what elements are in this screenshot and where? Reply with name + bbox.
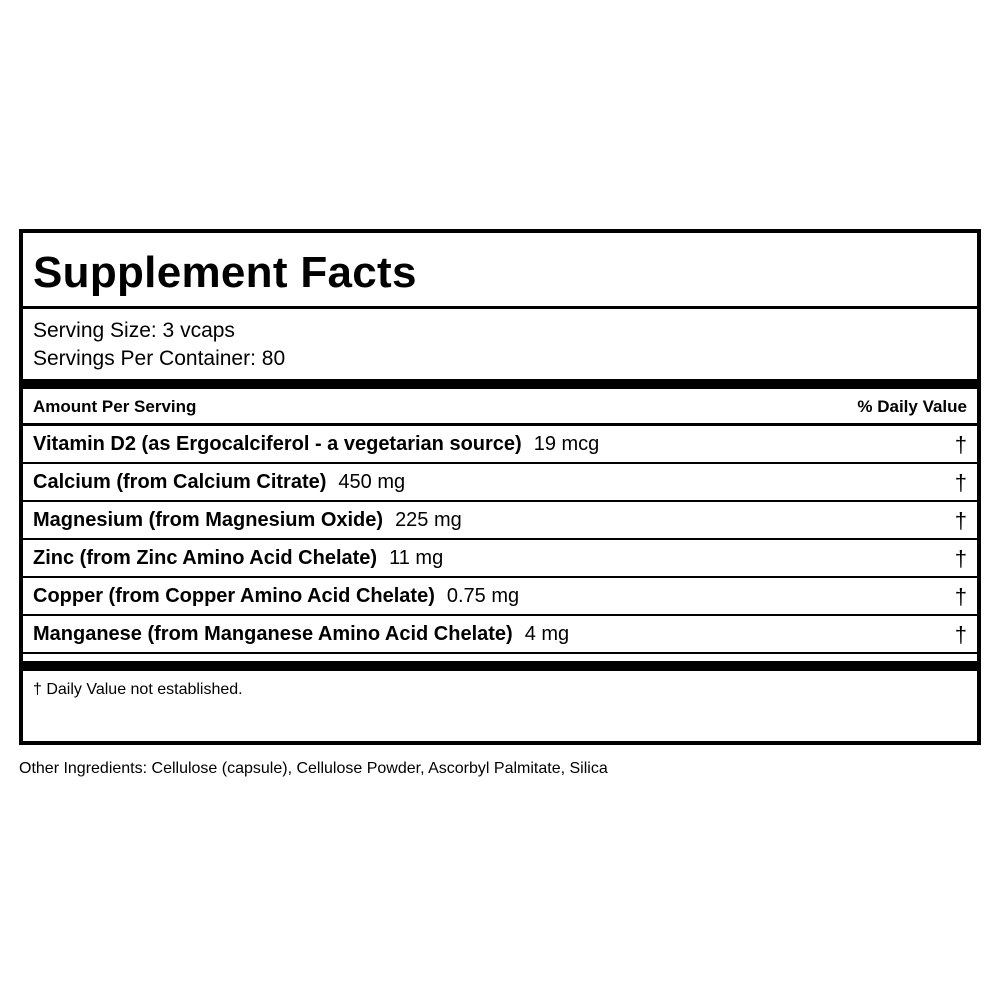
nutrient-row (23, 616, 977, 652)
dagger-symbol: † (954, 470, 967, 495)
table-header (33, 394, 967, 420)
thick-divider (23, 661, 977, 671)
nutrient-name: Magnesium (from Magnesium Oxide) (33, 509, 384, 531)
dagger-symbol: † (954, 622, 967, 647)
other-ingredients: Other Ingredients: Cellulose (capsule), Cellulose Powder, Ascorbyl Palmitate, Silica (19, 760, 608, 777)
thick-divider (23, 379, 977, 389)
divider (23, 306, 977, 309)
nutrient-amount: 0.75 mg (446, 585, 520, 607)
nutrient-amount: 19 mcg (533, 433, 600, 455)
nutrient-amount: 450 mg (338, 471, 406, 493)
panel-title: Supplement Facts (33, 248, 417, 297)
nutrient-name: Manganese (from Manganese Amino Acid Chelate) (33, 623, 513, 645)
footnote: † Daily Value not established. (33, 681, 243, 698)
daily-value-header: % Daily Value (857, 397, 967, 416)
nutrient-row (23, 464, 977, 500)
nutrient-row (23, 502, 977, 538)
nutrient-name: Vitamin D2 (as Ergocalciferol - a vegetarian source) (33, 433, 522, 455)
dagger-symbol: † (954, 584, 967, 609)
nutrient-name: Calcium (from Calcium Citrate) (33, 471, 327, 493)
dagger-symbol: † (954, 432, 967, 457)
nutrient-name: Zinc (from Zinc Amino Acid Chelate) (33, 547, 378, 569)
row-divider (23, 652, 977, 654)
nutrient-row (23, 540, 977, 576)
supplement-facts-panel (19, 229, 981, 745)
dagger-symbol: † (954, 546, 967, 571)
amount-per-serving-header: Amount Per Serving (33, 397, 197, 416)
nutrient-row (23, 578, 977, 614)
servings-per-container: Servings Per Container: 80 (33, 347, 286, 370)
nutrient-amount: 11 mg (389, 547, 444, 569)
dagger-symbol: † (954, 508, 967, 533)
serving-size: Serving Size: 3 vcaps (33, 319, 235, 342)
nutrient-amount: 4 mg (524, 623, 570, 645)
nutrient-name: Copper (from Copper Amino Acid Chelate) (33, 585, 435, 607)
nutrient-amount: 225 mg (395, 509, 462, 531)
nutrient-row (23, 426, 977, 462)
